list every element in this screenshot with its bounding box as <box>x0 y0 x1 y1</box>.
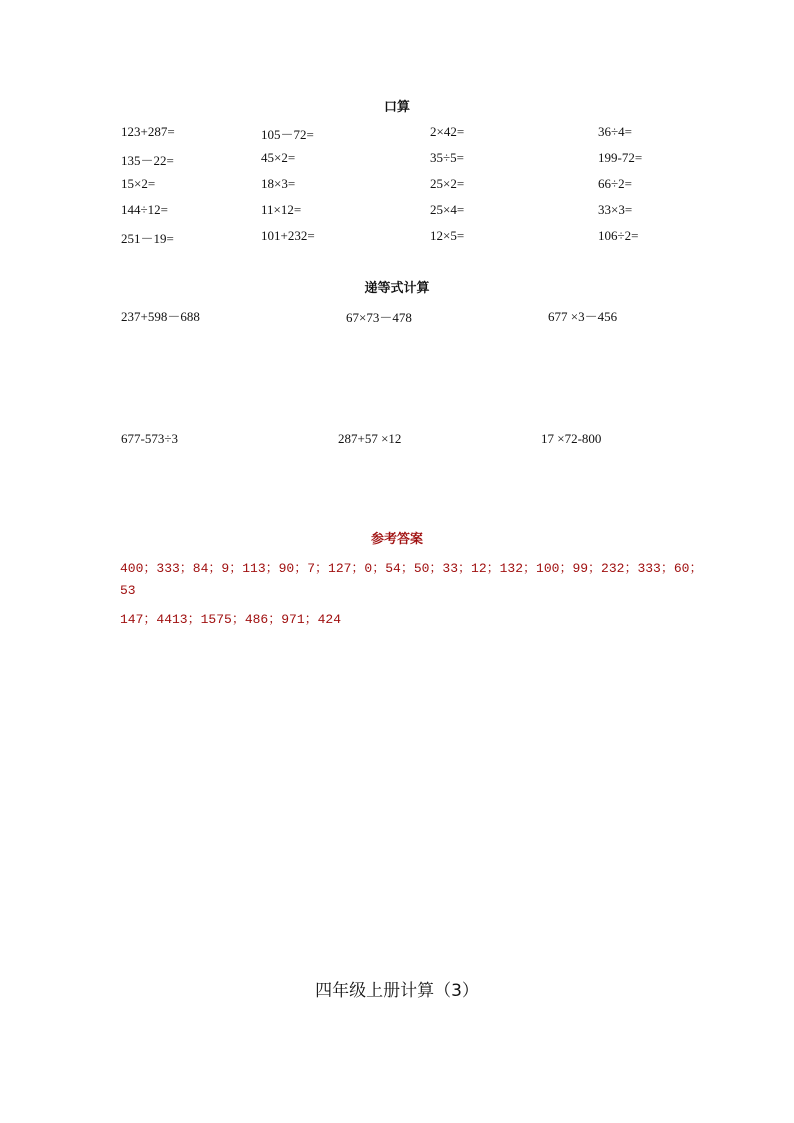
oral-item: 18×3= <box>261 176 296 191</box>
oral-item: 101+232= <box>261 228 315 243</box>
oral-item: 123+287= <box>121 124 175 139</box>
stepwise-item: 287+57 ×12 <box>338 431 402 446</box>
oral-item: 66÷2= <box>598 176 632 191</box>
stepwise-item: 237+598－688 <box>121 309 200 324</box>
answers-title: 参考答案 <box>370 532 423 547</box>
footer-title: 四年级上册计算（3） <box>315 981 479 1001</box>
oral-item: 25×4= <box>430 202 465 217</box>
oral-item: 35÷5= <box>430 150 464 165</box>
oral-item: 12×5= <box>430 228 465 243</box>
stepwise-item: 17 ×72-800 <box>541 431 602 446</box>
stepwise-item: 677 ×3－456 <box>548 309 618 324</box>
oral-item: 33×3= <box>598 202 633 217</box>
oral-item: 144÷12= <box>121 202 168 217</box>
oral-item: 106÷2= <box>598 228 639 243</box>
oral-item: 105－72= <box>261 127 314 142</box>
stepwise-item: 677-573÷3 <box>121 431 178 446</box>
oral-item: 199-72= <box>598 150 643 165</box>
oral-item: 135－22= <box>121 153 174 168</box>
oral-section-title: 口算 <box>383 100 410 115</box>
oral-item: 11×12= <box>261 202 302 217</box>
oral-item: 251－19= <box>121 231 174 246</box>
answers-line: 53 <box>120 583 136 598</box>
oral-item: 15×2= <box>121 176 156 191</box>
oral-item: 25×2= <box>430 176 465 191</box>
stepwise-item: 67×73－478 <box>346 310 412 325</box>
answers-line: 147；4413；1575；486；971；424 <box>120 612 342 627</box>
answers-line: 400；333；84；9；113；90；7；127；0；54；50；33；12；132；100；99；232；333；60； <box>120 561 703 576</box>
oral-item: 45×2= <box>261 150 296 165</box>
stepwise-section-title: 递等式计算 <box>364 281 430 296</box>
oral-item: 2×42= <box>430 124 465 139</box>
oral-item: 36÷4= <box>598 124 632 139</box>
